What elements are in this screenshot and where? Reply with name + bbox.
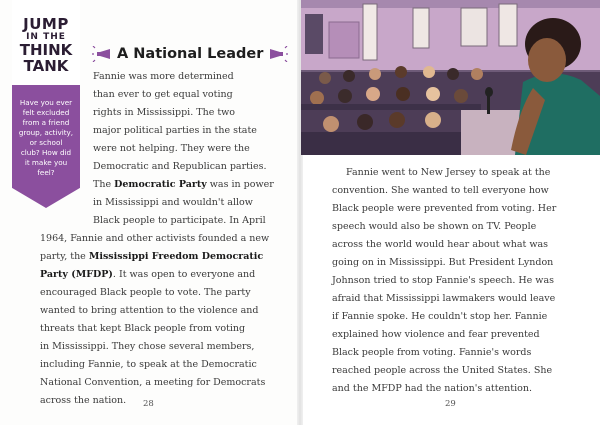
text-line: afraid that Mississippi lawmakers would leave (332, 293, 556, 304)
text-line: encouraged Black people to vote. The party (40, 287, 251, 298)
text-line: party, the Mississippi Freedom Democratic (40, 251, 264, 262)
text-line: Black people to participate. In April (93, 215, 266, 226)
text-line: Black people from voting. Fannie's words (332, 347, 532, 358)
think-tank-title-line: IN THE (26, 32, 66, 42)
text-line: major political parties in the state (93, 125, 257, 136)
text-line: reached people across the United States. She (332, 365, 553, 376)
section-heading (92, 44, 288, 64)
text-line: Black people were prevented from voting. Her (332, 203, 557, 214)
megaphone-icon (268, 46, 288, 62)
page-title: A National Leader (117, 46, 264, 62)
text-line: Johnson tried to stop Fannie's speech. He was (332, 275, 554, 286)
text-line: going on in Mississippi. But President Lyndon (332, 257, 554, 268)
think-tank-title-line: THINK (19, 41, 73, 59)
left-body-text (40, 68, 274, 410)
text-line: were not helping. They were the (93, 143, 250, 154)
think-tank-title-line: JUMP (23, 15, 69, 33)
text-line: in Mississippi and wouldn't allow (93, 197, 253, 208)
think-tank-title (12, 16, 80, 74)
text-line: across the nation. (40, 395, 127, 406)
bold-term: Party (MFDP) (40, 269, 113, 280)
right-body-text (332, 164, 556, 398)
text-line: across the world would hear about what was (332, 239, 549, 250)
text-line: if Fannie spoke. He couldn't stop her. Fannie (332, 311, 548, 322)
text-line: Fannie was more determined (93, 71, 234, 82)
text-line: speech would also be shown on TV. People (332, 221, 537, 232)
text-line: including Fannie, to speak at the Democratic (40, 359, 257, 370)
text-line: and the MFDP had the nation's attention. (332, 383, 533, 394)
text-line: Fannie went to New Jersey to speak at the (346, 167, 551, 178)
question-line: Have you ever (19, 98, 73, 107)
megaphone-icon (92, 46, 112, 62)
question-line: felt excluded (22, 108, 70, 117)
bold-term: Mississippi Freedom Democratic (88, 251, 264, 262)
question-line: it make you (24, 158, 68, 167)
text-line: convention. She wanted to tell everyone how (332, 185, 549, 196)
text-line: National Convention, a meeting for Democrats (40, 377, 266, 388)
text-line: than ever to get equal voting (93, 89, 233, 100)
question-line: group, activity, (18, 128, 74, 137)
question-line: club? How did (20, 148, 72, 157)
page-number-right: 29 (445, 399, 456, 409)
question-line: from a friend (22, 118, 70, 127)
text-line: wanted to bring attention to the violence and (40, 305, 259, 316)
text-line: Party (MFDP). It was open to everyone and (40, 269, 256, 280)
convention-illustration (301, 0, 600, 155)
page-number-left: 28 (143, 399, 154, 409)
text-line: explained how violence and fear prevented (332, 329, 540, 340)
text-line: rights in Mississippi. The two (93, 107, 236, 118)
text-line: The Democratic Party was in power (93, 179, 274, 190)
text-line: 1964, Fannie and other activists founded a new (40, 233, 270, 244)
text-line: threats that kept Black people from voting (40, 323, 246, 334)
text-line: in Mississippi. They chose several members, (40, 341, 255, 352)
think-tank-title-line: TANK (23, 57, 69, 75)
text-line: Democratic and Republican parties. (93, 161, 267, 172)
question-line: or school (29, 138, 63, 147)
question-line: feel? (37, 168, 55, 177)
bold-term: Democratic Party (114, 179, 207, 190)
